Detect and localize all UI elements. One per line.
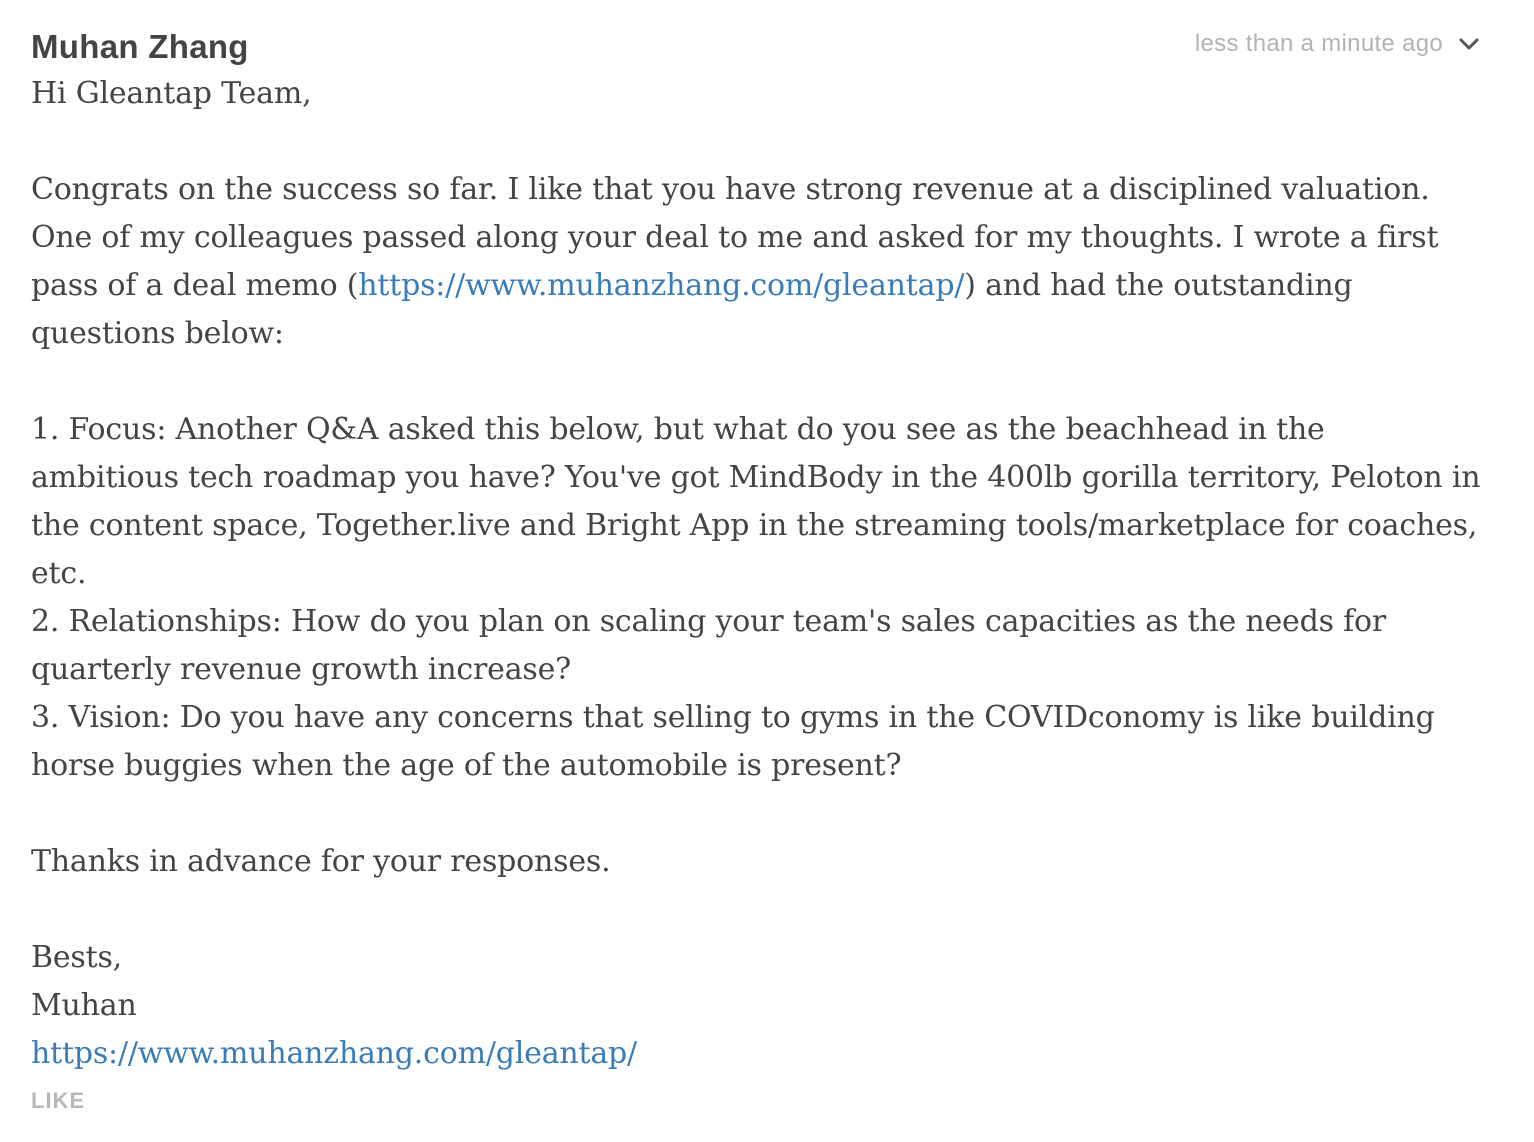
deal-memo-link[interactable]: https://www.muhanzhang.com/gleantap/ <box>358 268 965 303</box>
question-focus: 1. Focus: Another Q&A asked this below, but what do you see as the beachhead in the ambitious tech roadmap you have? You've got MindBody in the 400lb gorilla territory, Peloton in the content space, Together.live and Bright App in the streaming tools/marketplace for coaches, etc. <box>31 412 1481 591</box>
comment <box>31 24 1481 1114</box>
signature-name: Muhan <box>31 988 137 1023</box>
comment-signoff: Bests, <box>31 940 122 975</box>
comment-header <box>31 24 1481 70</box>
question-vision: 3. Vision: Do you have any concerns that selling to gyms in the COVIDconomy is like building horse buggies when the age of the automobile is present? <box>31 700 1435 783</box>
comment-timestamp: less than a minute ago <box>1194 30 1443 57</box>
paragraph-text-post: ) and had the outstanding questions below: <box>31 268 1353 351</box>
comment-greeting: Hi Gleantap Team, <box>31 76 312 111</box>
comment-body <box>31 70 1481 1078</box>
like-button[interactable]: LIKE <box>31 1088 86 1113</box>
comment-meta <box>1195 30 1481 58</box>
signature-link-line <box>31 1030 1481 1078</box>
comment-author[interactable]: Muhan Zhang <box>31 28 249 65</box>
signature-link[interactable]: https://www.muhanzhang.com/gleantap/ <box>31 1036 637 1071</box>
comment-thanks: Thanks in advance for your responses. <box>31 844 611 879</box>
paragraph-text-pre: Congrats on the success so far. I like that you have strong revenue at a disciplined valuation. One of my colleagues passed along your deal to me and asked for my thoughts. I wrote a first pass of a deal memo ( <box>31 172 1439 303</box>
question-relationships: 2. Relationships: How do you plan on scaling your team's sales capacities as the needs for quarterly revenue growth increase? <box>31 604 1387 687</box>
chevron-down-icon[interactable] <box>1457 32 1481 56</box>
comment-paragraph <box>31 166 1481 358</box>
